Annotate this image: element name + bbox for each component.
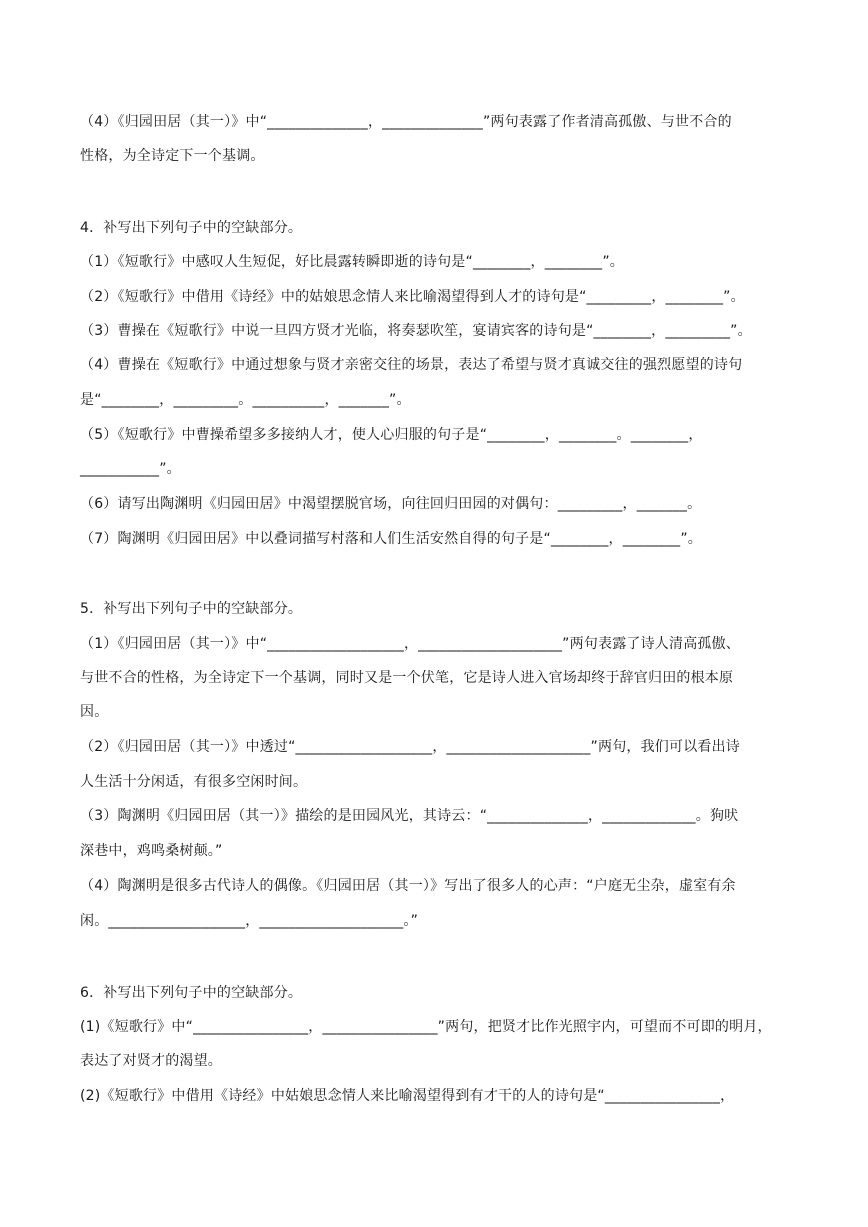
q4-item-6: （6）请写出陶渊明《归园田居》中渴望摆脱官场，向往回归田园的对偶句：_________，_______。: [80, 496, 702, 512]
q3-item-4-line-1: （4）《归园田居（其一）》中“______________，______________”两句表露了作者清高孤傲、与世不合的: [80, 114, 732, 130]
q5-item-4-line-2: 闲。___________________，____________________。”: [80, 913, 419, 929]
q4-item-5-line-1: （5）《短歌行》中曹操希望多多接纳人才，使人心归服的句子是“________，________。________，: [80, 427, 703, 443]
q5-item-1-line-2: 与世不合的性格，为全诗定下一个基调，同时又是一个伏笔，它是诗人进入官场却终于辞官归田的根本原: [80, 670, 734, 686]
q3-item-4-line-2: 性格，为全诗定下一个基调。: [80, 148, 265, 164]
q4-item-2: （2）《短歌行》中借用《诗经》中的姑娘思念情人来比喻渴望得到人才的诗句是“_________，________”。: [80, 289, 745, 305]
q5-item-1-line-1: （1）《归园田居（其一）》中“___________________，____________________”两句表露了诗人清高孤傲、: [80, 636, 741, 652]
q6-item-2-line-1: (2)《短歌行》中借用《诗经》中姑娘思念情人来比喻渴望得到有才干的人的诗句是“________________，: [80, 1088, 735, 1104]
q4-item-1: （1）《短歌行》中感叹人生短促，好比晨露转瞬即逝的诗句是“________，________”。: [80, 254, 625, 270]
q5-heading: 5．补写出下列句子中的空缺部分。: [80, 601, 303, 617]
q5-item-4-line-1: （4）陶渊明是很多古代诗人的偶像。《归园田居（其一）》写出了很多人的心声：“户庭无尘杂，虚室有余: [80, 878, 736, 894]
q6-item-1-line-2: 表达了对贤才的渴望。: [80, 1053, 222, 1069]
q4-item-5-line-2: ___________”。: [80, 461, 181, 477]
q4-item-7: （7）陶渊明《归园田居》中以叠词描写村落和人们生活安然自得的句子是“________，________”。: [80, 531, 703, 547]
q4-item-4-line-1: （4）曹操在《短歌行》中通过想象与贤才亲密交往的场景，表达了希望与贤才真诚交往的强烈愿望的诗句: [80, 357, 743, 373]
q6-heading: 6．补写出下列句子中的空缺部分。: [80, 985, 303, 1001]
q5-item-1-line-3: 因。: [80, 704, 109, 720]
q5-item-2-line-1: （2）《归园田居（其一）》中透过“___________________，____________________”两句，我们可以看出诗: [80, 739, 741, 755]
q4-item-4-line-2: 是“________，_________。__________，_______”。: [80, 392, 411, 408]
q5-item-3-line-2: 深巷中，鸡鸣桑树颠。”: [80, 843, 223, 859]
q5-item-3-line-1: （3）陶渊明《归园田居（其一）》描绘的是田园风光，其诗云：“______________，_____________。狗吠: [80, 808, 739, 824]
q6-item-1-line-1: (1)《短歌行》中“________________，________________”两句，把贤才比作光照宇内，可望而不可即的明月，: [80, 1019, 772, 1035]
q5-item-2-line-2: 人生活十分闲适，有很多空闲时间。: [80, 774, 308, 790]
q4-heading: 4．补写出下列句子中的空缺部分。: [80, 220, 303, 236]
q4-item-3: （3）曹操在《短歌行》中说一旦四方贤才光临，将奏瑟吹笙，宴请宾客的诗句是“________，_________”。: [80, 323, 752, 339]
